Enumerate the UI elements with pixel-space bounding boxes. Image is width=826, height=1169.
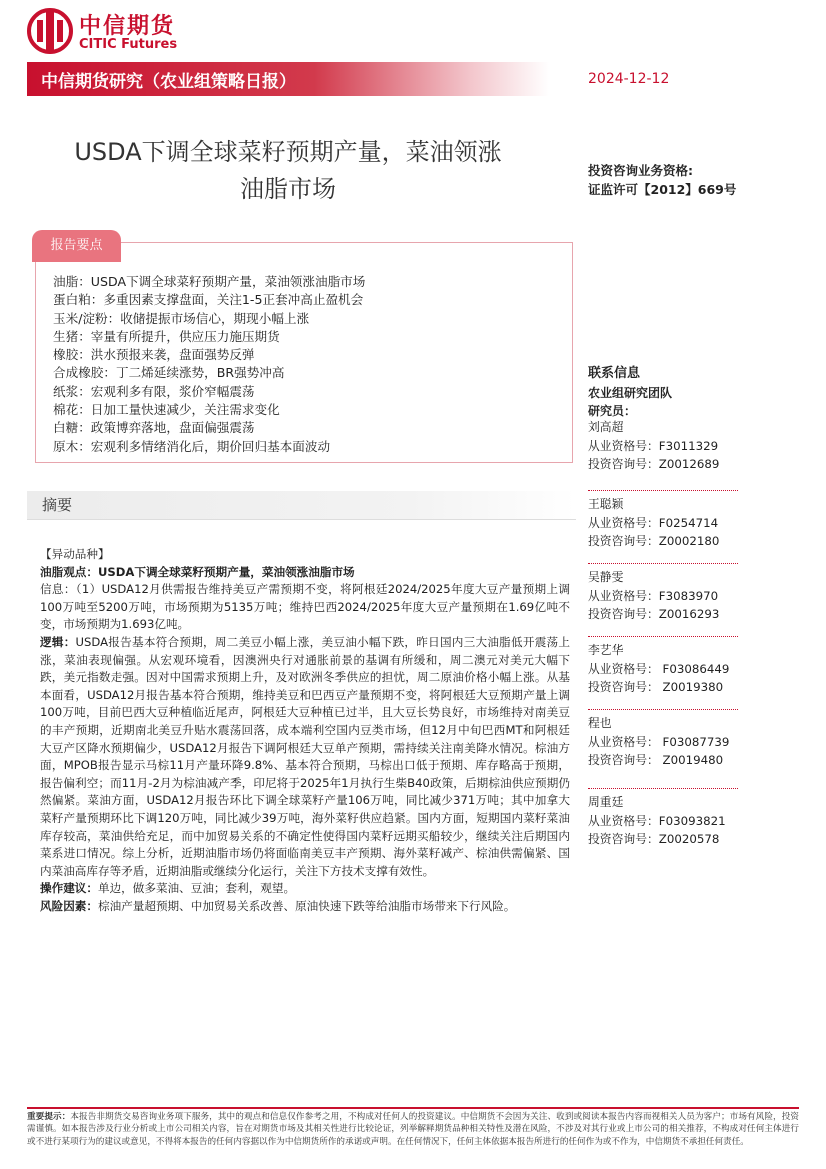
divider — [588, 490, 738, 491]
info-paragraph — [40, 581, 570, 634]
info-label: 信息： — [40, 582, 76, 597]
viewpoint-text: USDA下调全球菜籽预期产量，菜油领涨油脂市场 — [97, 564, 355, 579]
researcher-consult-number: 投资咨询号：Z0020578 — [588, 832, 720, 846]
qualification-label: 投资咨询业务资格: — [588, 163, 693, 178]
researcher-name: 李艺华 — [588, 643, 624, 657]
researcher-name: 周重廷 — [588, 795, 624, 809]
report-title-line1: USDA下调全球菜籽预期产量，菜油领涨 — [74, 138, 502, 166]
researcher-entry — [588, 418, 738, 474]
researcher-name: 刘高超 — [588, 420, 624, 434]
key-point-item: 橡胶：洪水预报来袭，盘面强势反弹 — [53, 347, 255, 363]
report-series-title: 中信期货研究（农业组策略日报） — [41, 72, 296, 92]
logic-label: 逻辑： — [40, 634, 76, 649]
researcher-entry — [588, 788, 738, 849]
risk-label: 风险因素： — [40, 898, 98, 913]
advice-paragraph — [40, 880, 570, 898]
key-point-item: 白糖：政策博弈落地，盘面偏强震荡 — [53, 420, 255, 436]
researcher-entry — [588, 563, 738, 624]
report-header-bar — [27, 62, 549, 96]
advice-label: 操作建议： — [40, 881, 98, 896]
citic-futures-logo — [27, 6, 197, 56]
citic-logo-icon — [27, 8, 73, 54]
researcher-entry — [588, 490, 738, 551]
logo-cn-text: 中信期货 — [79, 14, 176, 39]
researcher-consult-number: 投资咨询号：Z0002180 — [588, 534, 720, 548]
key-points-tab: 报告要点 — [32, 230, 121, 262]
key-point-item: 油脂：USDA下调全球菜籽预期产量，菜油领涨油脂市场 — [53, 274, 366, 289]
disclaimer-divider — [27, 1107, 799, 1109]
researcher-consult-number: 投资咨询号：Z0016293 — [588, 607, 720, 621]
researcher-consult-number: 投资咨询号：Z0012689 — [588, 457, 720, 471]
risk-text: 棕油产量超预期、中加贸易关系改善、原油快速下跌等给油脂市场带来下行风险。 — [97, 898, 516, 913]
report-title — [27, 134, 549, 208]
viewpoint-paragraph — [40, 564, 570, 582]
qualification-block — [588, 161, 736, 199]
researchers-label: 研究员： — [588, 404, 637, 418]
summary-divider — [27, 519, 576, 520]
researcher-license: 从业资格号：F3011329 — [588, 438, 719, 453]
risk-paragraph — [40, 898, 570, 916]
key-point-item: 纸浆：宏观利多有限，浆价窄幅震荡 — [53, 383, 255, 399]
logic-text: USDA报告基本符合预期，周二美豆小幅上涨，美豆油小幅下跌，昨日国内三大油脂低开震荡上涨，菜油表现偏强。从宏观环境看，因澳洲央行对通胀前景的基调有所缓和，周二澳元对美元大幅下跌，美元指数走强。因对中国需求预期上升，及对欧洲冬季供应的担忧，周二原油价格小幅上涨。从基本面看，USDA12月报告基本符合预期，维持美豆和巴西豆产量预期不变，将阿根廷大豆预期产量上调100万吨，目前巴西大豆种植临近尾声，阿根廷大豆种植已过半，且大豆长势良好，市场维持对南美豆的丰产预期，近期南北美豆升贴水震荡回落，成本端利空国内豆类市场，但12月中旬巴西MT和阿根廷大豆产区降水预期偏少，USDA12月报告下调阿根廷大豆单产预期，需持续关注南美降水情况。棕油方面，MPOB报告显示马棕11月产量环降9.8%、基本符合预期，马棕出口低于预期、库存略高于预期，报告偏利空；而11月-2月为棕油减产季，印尼将于2025年1月执行生柴B40政策，后期棕油供应预期仍然偏紧。菜油方面，USDA12月报告环比下调全球菜籽产量106万吨，同比减少371万吨；其中加拿大菜籽产量预期环比下调120万吨，同比减少39万吨，海外菜籽供应趋紧。国内方面，短期国内菜籽菜油库存较高，菜油供给充足，而中加贸易关系的不确定性使得国内菜籽远期买船较少，继续关注后期国内菜系进口情况。综上分析，近期油脂市场仍将面临南美豆丰产预期、海外菜籽减产、棕油供需偏紧、国内菜油高库存等矛盾，近期油脂或继续分化运行，关注下方技术支撑有效性。 — [40, 634, 570, 878]
summary-body — [40, 546, 570, 915]
researcher-entry — [588, 709, 738, 770]
researcher-entry — [588, 636, 738, 697]
divider — [588, 709, 738, 710]
qualification-license: 证监许可【2012】669号 — [588, 182, 737, 197]
divider — [588, 563, 738, 564]
summary-heading: 摘要 — [42, 496, 73, 514]
researcher-name: 程也 — [588, 716, 612, 730]
report-date: 2024-12-12 — [588, 71, 670, 87]
section-tag: 【异动品种】 — [40, 547, 110, 561]
researcher-license: 从业资格号：F03093821 — [588, 813, 726, 828]
disclaimer — [27, 1111, 799, 1148]
research-team: 农业组研究团队 — [588, 386, 673, 400]
summary-header — [27, 491, 576, 519]
researcher-consult-number: 投资咨询号： Z0019380 — [588, 680, 724, 694]
logo-en-text: CITIC Futures — [79, 37, 178, 52]
info-text: （1）USDA12月供需报告维持美豆产需预期不变，将阿根廷2024/2025年度大豆产量预期上调100万吨至5200万吨，市场预期为5135万吨；维持巴西2024/2025年度大豆产量预期在1.69亿吨不变，市场预期为1.693亿吨。 — [40, 582, 570, 632]
researcher-consult-number: 投资咨询号： Z0019480 — [588, 753, 724, 767]
key-point-item: 合成橡胶：丁二烯延续涨势，BR强势冲高 — [53, 365, 285, 381]
advice-text: 单边，做多菜油、豆油；套利，观望。 — [97, 881, 296, 896]
logic-paragraph — [40, 634, 570, 880]
key-points-list — [53, 273, 365, 456]
report-title-line2: 油脂市场 — [240, 175, 336, 203]
key-point-item: 蛋白粕：多重因素支撑盘面，关注1-5正套冲高止盈机会 — [53, 292, 364, 308]
disclaimer-text: 本报告非期货交易咨询业务项下服务，其中的观点和信息仅作参考之用，不构成对任何人的投资建议。中信期货不会因为关注、收到或阅读本报告内容而视相关人员为客户；市场有风险，投资需谨慎。如本报告涉及行业分析或上市公司相关内容，旨在对期货市场及其相关性进行比较论证，列举解释期货品种相关特性及潜在风险，不涉及对其行业或上市公司的相关推荐，不构成对任何主体进行或不进行某项行为的建议或意见，不得将本报告的任何内容据以作为中信期货所作的承诺或声明。在任何情况下，任何主体依据本报告所进行的任何作为或不作为，中信期货不承担任何责任。 — [27, 1112, 799, 1147]
researcher-license: 从业资格号： F03086449 — [588, 661, 730, 676]
researcher-name: 吴静雯 — [588, 570, 624, 584]
divider — [588, 788, 738, 789]
key-point-item: 玉米/淀粉：收储提振市场信心，期现小幅上涨 — [53, 310, 310, 326]
key-point-item: 生猪：宰量有所提升，供应压力施压期货 — [53, 328, 280, 344]
divider — [588, 636, 738, 637]
disclaimer-label: 重要提示： — [27, 1112, 71, 1122]
key-point-item: 原木：宏观利多情绪消化后，期价回归基本面波动 — [53, 438, 331, 454]
researcher-license: 从业资格号： F03087739 — [588, 734, 730, 749]
researcher-name: 王聪颖 — [588, 497, 624, 511]
key-point-item: 棉花：日加工量快速减少，关注需求变化 — [53, 402, 280, 418]
researcher-license: 从业资格号：F0254714 — [588, 515, 719, 530]
viewpoint-label: 油脂观点： — [40, 564, 98, 579]
researcher-license: 从业资格号：F3083970 — [588, 588, 719, 603]
contact-heading: 联系信息 — [588, 366, 641, 381]
